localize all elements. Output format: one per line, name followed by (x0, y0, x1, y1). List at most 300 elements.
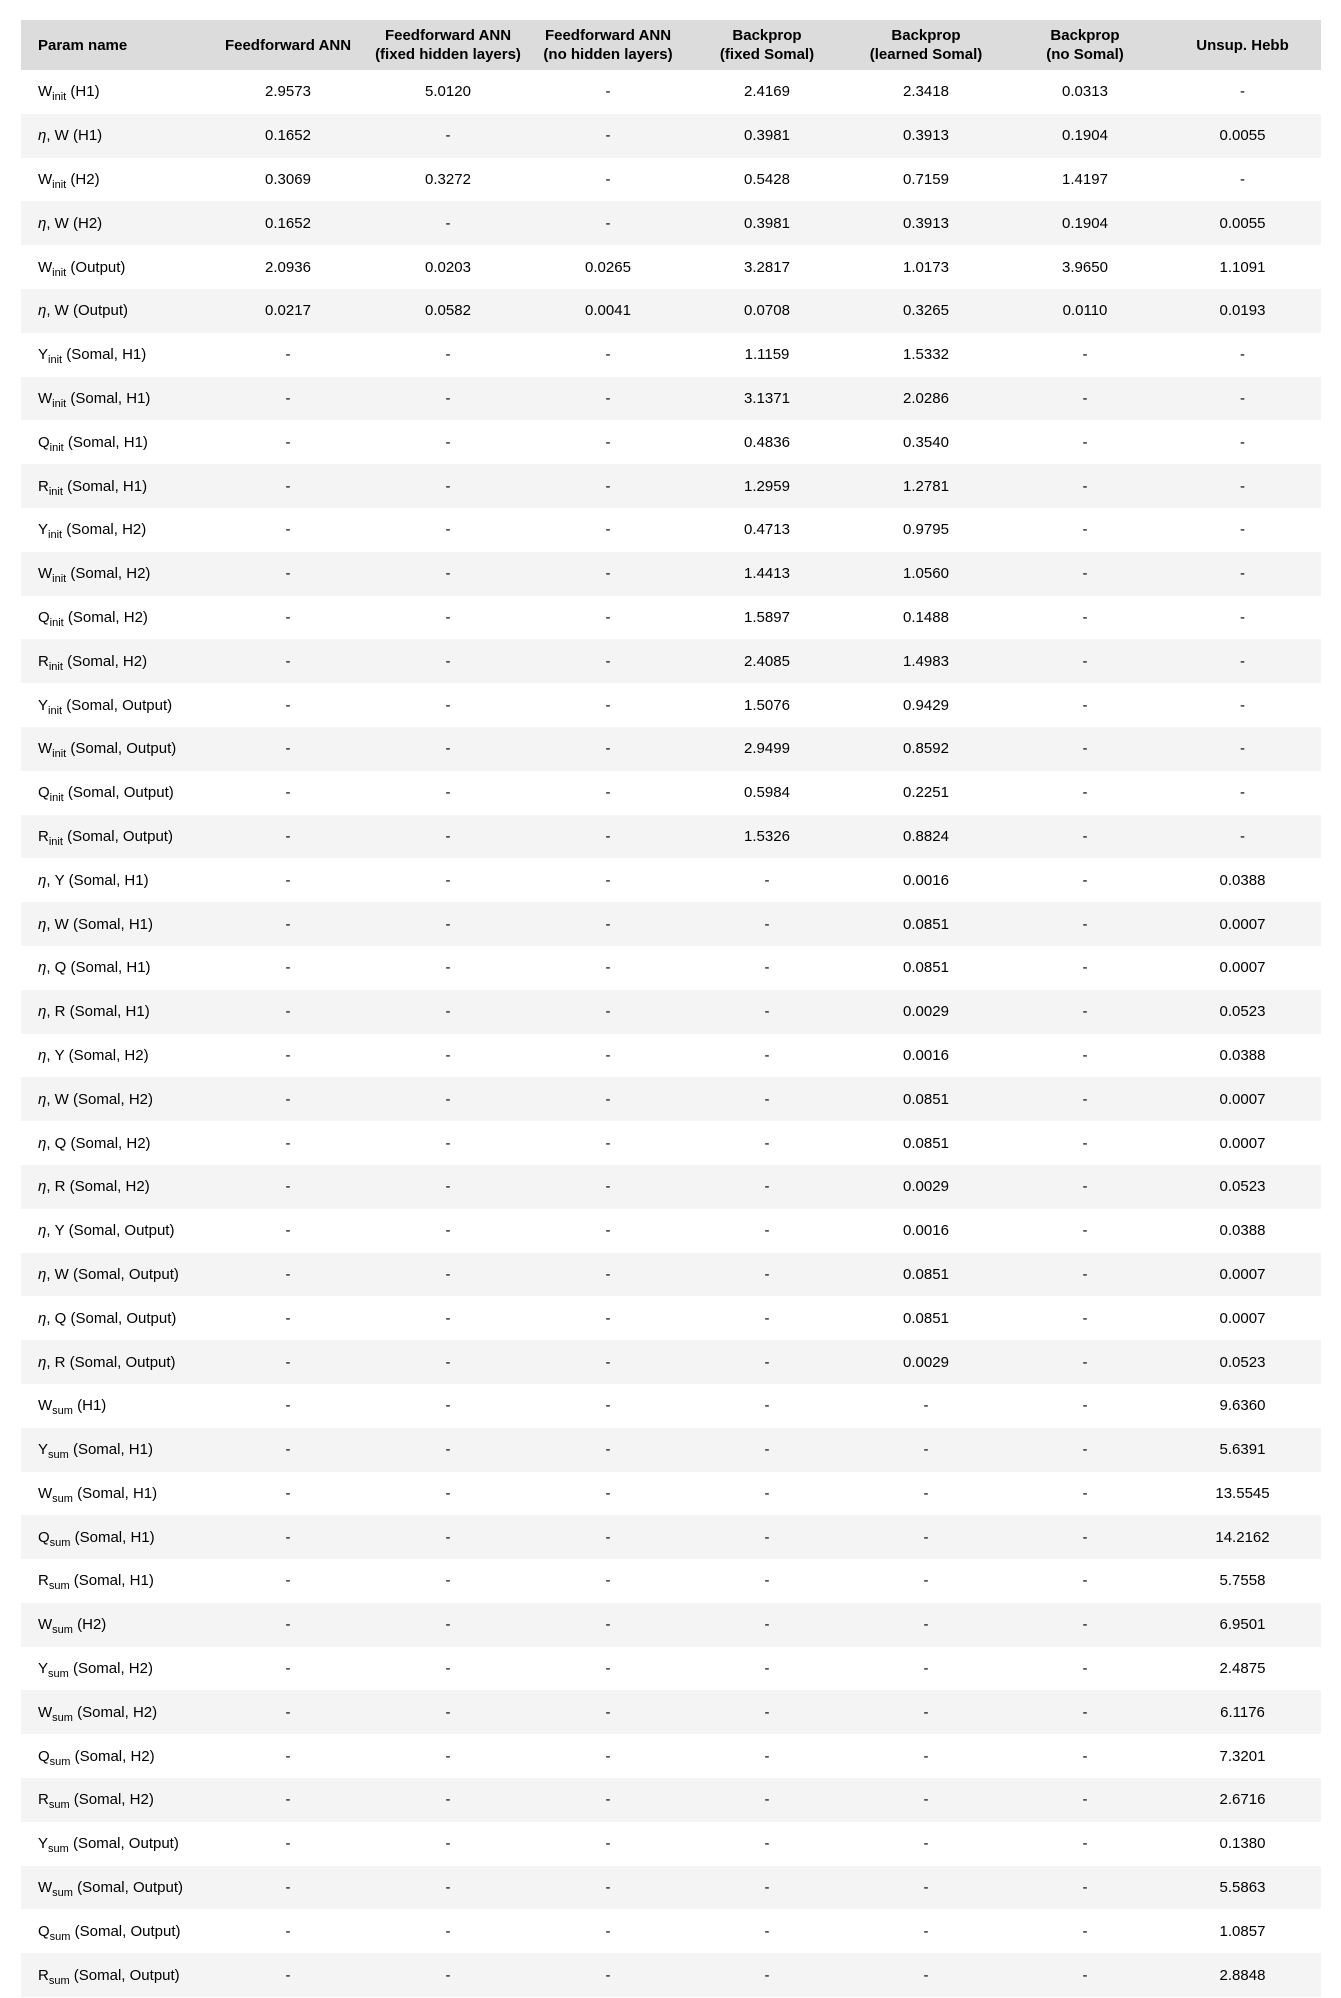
value-cell: - (1082, 1090, 1088, 1108)
eta-symbol: η (38, 302, 47, 320)
param-name-cell: η, Q (Somal, H1) (38, 959, 151, 977)
value-cell: - (605, 1572, 611, 1590)
value-cell: - (764, 1660, 770, 1678)
value-cell: - (605, 346, 611, 364)
value-cell: 0.0388 (1219, 871, 1266, 889)
value-cell: - (605, 1791, 611, 1809)
table-row (21, 114, 1321, 158)
value-cell: - (1082, 565, 1088, 583)
value-cell: - (1082, 346, 1088, 364)
value-cell: - (285, 1660, 291, 1678)
param-name-cell: η, W (Output) (38, 302, 129, 320)
value-cell: - (285, 608, 291, 626)
value-cell: 0.1652 (265, 214, 311, 232)
value-cell: 0.0851 (903, 915, 949, 933)
value-cell: - (1082, 652, 1088, 670)
value-cell: 0.8824 (903, 827, 949, 845)
value-cell: 0.0851 (903, 959, 949, 977)
value-cell: - (1082, 1528, 1088, 1546)
table-row (21, 1384, 1321, 1428)
param-subscript: sum (48, 1843, 69, 1856)
table-row (21, 639, 1321, 683)
value-cell: 2.0286 (903, 389, 949, 407)
value-cell: - (285, 1747, 291, 1765)
value-cell: - (1240, 389, 1245, 407)
value-cell: - (605, 608, 611, 626)
value-cell: - (1082, 959, 1088, 977)
value-cell: - (285, 1484, 291, 1502)
value-cell: - (1082, 477, 1088, 495)
eta-symbol: η (38, 915, 47, 933)
value-cell: 0.0007 (1219, 1309, 1266, 1327)
hyperparameters-table (21, 20, 1321, 1997)
value-cell: - (1240, 740, 1245, 758)
value-cell: - (1240, 83, 1245, 101)
table-row (21, 552, 1321, 596)
value-cell: - (1240, 433, 1245, 451)
value-cell: 14.2162 (1215, 1528, 1270, 1546)
table-row (21, 1909, 1321, 1953)
value-cell: 3.1371 (744, 389, 790, 407)
value-cell: 0.9429 (903, 696, 949, 714)
value-cell: - (1082, 696, 1088, 714)
value-cell: 0.0055 (1219, 127, 1266, 145)
value-cell: - (285, 346, 291, 364)
value-cell: - (1082, 1747, 1088, 1765)
param-subscript: sum (52, 1624, 73, 1637)
value-cell: - (445, 389, 451, 407)
value-cell: - (1082, 1922, 1088, 1940)
param-name-cell: η, W (Somal, H2) (38, 1090, 154, 1108)
value-cell: - (764, 1003, 770, 1021)
value-cell: - (1082, 1178, 1088, 1196)
param-subscript: sum (52, 1711, 73, 1724)
value-cell: - (1082, 433, 1088, 451)
column-header: Param name (21, 20, 208, 70)
value-cell: - (605, 170, 611, 188)
value-cell: 0.3069 (265, 170, 311, 188)
param-name-cell: η, W (Somal, Output) (38, 1265, 179, 1283)
value-cell: 0.2251 (903, 784, 949, 802)
table-row (21, 902, 1321, 946)
value-cell: - (285, 915, 291, 933)
value-cell: - (605, 1265, 611, 1283)
table-row (21, 289, 1321, 333)
value-cell: 0.0203 (425, 258, 471, 276)
param-name-cell: $W_{sum}$ (Somal, Output) (38, 1879, 183, 1900)
value-cell: - (605, 477, 611, 495)
value-cell: - (445, 915, 451, 933)
value-cell: - (445, 1703, 451, 1721)
value-cell: - (445, 1484, 451, 1502)
value-cell: - (605, 1178, 611, 1196)
value-cell: - (1240, 652, 1245, 670)
value-cell: - (285, 1397, 291, 1415)
value-cell: - (605, 1528, 611, 1546)
column-header: Backprop (fixed Somal) (688, 20, 846, 70)
value-cell: 0.0851 (903, 1309, 949, 1327)
value-cell: 9.6360 (1219, 1397, 1266, 1415)
value-cell: - (1082, 1134, 1088, 1152)
table-row (21, 1690, 1321, 1734)
value-cell: - (923, 1484, 929, 1502)
value-cell: - (445, 433, 451, 451)
param-subscript: sum (49, 1536, 71, 1549)
value-cell: - (1240, 784, 1245, 802)
value-cell: - (285, 740, 291, 758)
value-cell: - (445, 1660, 451, 1678)
value-cell: 0.1904 (1062, 214, 1108, 232)
value-cell: 0.0708 (744, 302, 790, 320)
value-cell: - (605, 1835, 611, 1853)
value-cell: 0.3981 (744, 127, 790, 145)
value-cell: - (605, 1966, 611, 1984)
value-cell: - (1240, 827, 1245, 845)
value-cell: - (923, 1616, 929, 1634)
param-name-cell: $W_{init}$ (Somal, Output) (38, 740, 177, 761)
value-cell: - (1082, 827, 1088, 845)
value-cell: 0.3981 (744, 214, 790, 232)
value-cell: - (605, 784, 611, 802)
value-cell: - (1082, 915, 1088, 933)
value-cell: - (605, 83, 611, 101)
value-cell: - (764, 1090, 770, 1108)
value-cell: - (285, 1879, 291, 1897)
value-cell: 1.4197 (1062, 170, 1108, 188)
eta-symbol: η (38, 1178, 47, 1196)
value-cell: 0.0041 (585, 302, 631, 320)
value-cell: - (605, 871, 611, 889)
value-cell: - (285, 1572, 291, 1590)
value-cell: - (605, 1616, 611, 1634)
value-cell: 0.5984 (744, 784, 790, 802)
table-row (21, 990, 1321, 1034)
value-cell: 5.0120 (425, 83, 471, 101)
value-cell: - (1240, 565, 1245, 583)
param-subscript: init (52, 266, 67, 279)
value-cell: - (605, 1747, 611, 1765)
param-subscript: sum (48, 1449, 69, 1462)
value-cell: - (1082, 1397, 1088, 1415)
value-cell: - (1240, 477, 1245, 495)
value-cell: - (605, 1134, 611, 1152)
value-cell: - (1082, 871, 1088, 889)
value-cell: - (285, 1309, 291, 1327)
value-cell: - (764, 1572, 770, 1590)
param-name-cell: $W_{sum}$ (Somal, H2) (38, 1703, 158, 1724)
value-cell: - (1082, 1616, 1088, 1634)
value-cell: 2.8848 (1219, 1966, 1266, 1984)
param-subscript: sum (52, 1492, 73, 1505)
value-cell: 1.4413 (744, 565, 790, 583)
value-cell: - (285, 827, 291, 845)
param-name-cell: $R_{init}$ (Somal, Output) (38, 827, 173, 848)
param-subscript: init (48, 660, 63, 673)
table-row (21, 245, 1321, 289)
table-row (21, 1515, 1321, 1559)
value-cell: - (1082, 1441, 1088, 1459)
value-cell: - (1082, 1353, 1088, 1371)
value-cell: 1.5326 (744, 827, 790, 845)
value-cell: - (605, 1922, 611, 1940)
value-cell: 0.0851 (903, 1265, 949, 1283)
param-name-cell: η, R (Somal, H2) (38, 1178, 150, 1196)
value-cell: 0.0217 (265, 302, 311, 320)
value-cell: - (1082, 1660, 1088, 1678)
eta-symbol: η (38, 214, 47, 232)
param-subscript: init (49, 792, 64, 805)
value-cell: 0.8592 (903, 740, 949, 758)
value-cell: 6.9501 (1219, 1616, 1266, 1634)
table-row (21, 1559, 1321, 1603)
value-cell: - (445, 608, 451, 626)
value-cell: - (605, 1222, 611, 1240)
value-cell: - (1082, 1791, 1088, 1809)
value-cell: 1.2781 (903, 477, 949, 495)
value-cell: - (285, 871, 291, 889)
value-cell: 0.3265 (903, 302, 949, 320)
value-cell: - (445, 1353, 451, 1371)
table-row (21, 1866, 1321, 1910)
value-cell: - (1082, 740, 1088, 758)
header-row (21, 20, 1321, 70)
value-cell: - (445, 1528, 451, 1546)
param-name-cell: $Y_{sum}$ (Somal, H1) (38, 1441, 153, 1462)
value-cell: - (1082, 608, 1088, 626)
param-name-cell: $W_{init}$ (Output) (38, 258, 126, 279)
value-cell: 0.5428 (744, 170, 790, 188)
value-cell: - (605, 127, 611, 145)
value-cell: - (923, 1441, 929, 1459)
value-cell: - (764, 1397, 770, 1415)
value-cell: - (764, 1265, 770, 1283)
param-subscript: sum (48, 1580, 70, 1593)
value-cell: - (445, 127, 451, 145)
value-cell: 0.3272 (425, 170, 471, 188)
value-cell: - (445, 1134, 451, 1152)
table-row (21, 1734, 1321, 1778)
eta-symbol: η (38, 959, 47, 977)
param-name-cell: $Y_{sum}$ (Somal, Output) (38, 1835, 179, 1856)
value-cell: 0.0582 (425, 302, 471, 320)
param-name-cell: η, W (H1) (38, 127, 103, 145)
value-cell: - (764, 1922, 770, 1940)
value-cell: - (764, 1528, 770, 1546)
param-subscript: init (48, 485, 63, 498)
value-cell: 0.0007 (1219, 1090, 1266, 1108)
param-subscript: sum (48, 1799, 70, 1812)
param-name-cell: $Q_{init}$ (Somal, H1) (38, 433, 148, 454)
value-cell: - (605, 214, 611, 232)
value-cell: - (285, 1441, 291, 1459)
value-cell: - (605, 521, 611, 539)
column-header: Feedforward ANN (fixed hidden layers) (368, 20, 528, 70)
value-cell: - (764, 1222, 770, 1240)
value-cell: 0.7159 (903, 170, 949, 188)
value-cell: 13.5545 (1215, 1484, 1270, 1502)
value-cell: 1.0857 (1219, 1922, 1266, 1940)
table-header (21, 20, 1321, 70)
value-cell: - (445, 696, 451, 714)
table-row (21, 1209, 1321, 1253)
value-cell: - (605, 1353, 611, 1371)
param-name-cell: $W_{init}$ (Somal, H1) (38, 389, 151, 410)
value-cell: 0.0007 (1219, 915, 1266, 933)
value-cell: - (445, 827, 451, 845)
value-cell: 3.9650 (1062, 258, 1108, 276)
param-name-cell: η, Y (Somal, Output) (38, 1222, 175, 1240)
value-cell: 0.0029 (903, 1353, 949, 1371)
value-cell: - (1240, 346, 1245, 364)
value-cell: - (1082, 1046, 1088, 1064)
param-name-cell: $R_{sum}$ (Somal, H1) (38, 1572, 154, 1593)
value-cell: 0.0388 (1219, 1222, 1266, 1240)
eta-symbol: η (38, 1046, 47, 1064)
value-cell: - (923, 1966, 929, 1984)
value-cell: 0.0523 (1219, 1178, 1266, 1196)
eta-symbol: η (38, 1353, 47, 1371)
value-cell: - (1082, 521, 1088, 539)
eta-symbol: η (38, 1003, 47, 1021)
value-cell: - (285, 1090, 291, 1108)
table-row (21, 1077, 1321, 1121)
value-cell: - (605, 696, 611, 714)
value-cell: 2.4085 (744, 652, 790, 670)
value-cell: - (605, 565, 611, 583)
value-cell: 0.0851 (903, 1134, 949, 1152)
eta-symbol: η (38, 871, 47, 889)
value-cell: - (445, 740, 451, 758)
value-cell: - (605, 1090, 611, 1108)
value-cell: - (605, 1046, 611, 1064)
value-cell: - (285, 1222, 291, 1240)
param-subscript: init (48, 529, 63, 542)
value-cell: - (285, 652, 291, 670)
param-subscript: init (48, 704, 63, 717)
column-header: Feedforward ANN (208, 20, 368, 70)
param-subscript: init (48, 835, 63, 848)
value-cell: - (764, 1747, 770, 1765)
value-cell: - (445, 1309, 451, 1327)
param-subscript: sum (48, 1668, 69, 1681)
value-cell: 2.3418 (903, 83, 949, 101)
value-cell: - (764, 1966, 770, 1984)
value-cell: - (605, 1309, 611, 1327)
value-cell: - (764, 915, 770, 933)
value-cell: - (605, 1879, 611, 1897)
param-subscript: sum (49, 1930, 71, 1943)
value-cell: - (445, 1747, 451, 1765)
table-row (21, 1340, 1321, 1384)
table-row (21, 158, 1321, 202)
value-cell: 0.9795 (903, 521, 949, 539)
eta-symbol: η (38, 1265, 47, 1283)
table-row (21, 1822, 1321, 1866)
value-cell: - (285, 1835, 291, 1853)
value-cell: - (285, 521, 291, 539)
value-cell: 5.7558 (1219, 1572, 1266, 1590)
param-subscript: init (48, 354, 63, 367)
value-cell: - (285, 477, 291, 495)
value-cell: 0.0110 (1062, 302, 1108, 320)
table-row (21, 1603, 1321, 1647)
value-cell: - (764, 1835, 770, 1853)
param-subscript: sum (48, 1974, 70, 1987)
value-cell: - (445, 1441, 451, 1459)
value-cell: - (764, 1616, 770, 1634)
value-cell: - (605, 433, 611, 451)
param-name-cell: $Y_{init}$ (Somal, H1) (38, 346, 147, 367)
value-cell: 1.5076 (744, 696, 790, 714)
value-cell: - (285, 1178, 291, 1196)
value-cell: 0.1380 (1219, 1835, 1266, 1853)
value-cell: - (445, 565, 451, 583)
value-cell: - (445, 1090, 451, 1108)
param-subscript: sum (49, 1755, 71, 1768)
param-name-cell: $R_{sum}$ (Somal, Output) (38, 1966, 180, 1987)
value-cell: - (285, 1003, 291, 1021)
value-cell: - (445, 652, 451, 670)
value-cell: - (764, 1353, 770, 1371)
value-cell: - (1082, 1703, 1088, 1721)
value-cell: - (1082, 1222, 1088, 1240)
value-cell: 0.0523 (1219, 1003, 1266, 1021)
table-row (21, 1296, 1321, 1340)
value-cell: - (285, 433, 291, 451)
table-row (21, 946, 1321, 990)
value-cell: - (923, 1528, 929, 1546)
param-name-cell: η, Y (Somal, H2) (38, 1046, 149, 1064)
value-cell: - (1240, 696, 1245, 714)
value-cell: 0.0016 (903, 1046, 949, 1064)
param-name-cell: $W_{sum}$ (Somal, H1) (38, 1484, 158, 1505)
value-cell: - (605, 827, 611, 845)
param-name-cell: $W_{init}$ (H2) (38, 170, 100, 191)
value-cell: - (445, 871, 451, 889)
value-cell: 1.1159 (744, 346, 790, 364)
value-cell: - (445, 214, 451, 232)
value-cell: 1.0173 (903, 258, 949, 276)
value-cell: 0.0265 (585, 258, 631, 276)
value-cell: - (605, 1397, 611, 1415)
value-cell: - (605, 1660, 611, 1678)
value-cell: - (605, 915, 611, 933)
value-cell: 2.9499 (744, 740, 790, 758)
param-name-cell: $R_{init}$ (Somal, H1) (38, 477, 148, 498)
value-cell: - (445, 1265, 451, 1283)
value-cell: - (445, 1835, 451, 1853)
value-cell: - (605, 1703, 611, 1721)
value-cell: - (445, 1397, 451, 1415)
param-name-cell: $Q_{init}$ (Somal, H2) (38, 608, 148, 629)
column-header: Backprop (learned Somal) (846, 20, 1006, 70)
value-cell: - (285, 959, 291, 977)
param-name-cell: $Q_{sum}$ (Somal, H2) (38, 1747, 155, 1768)
param-subscript: init (52, 573, 67, 586)
value-cell: 1.1091 (1219, 258, 1266, 276)
value-cell: - (1240, 170, 1245, 188)
value-cell: 0.0029 (903, 1178, 949, 1196)
value-cell: - (605, 740, 611, 758)
value-cell: - (285, 1353, 291, 1371)
value-cell: 5.5863 (1219, 1879, 1266, 1897)
eta-symbol: η (38, 127, 47, 145)
value-cell: - (1082, 389, 1088, 407)
value-cell: - (1082, 1484, 1088, 1502)
value-cell: - (445, 1879, 451, 1897)
value-cell: 0.0029 (903, 1003, 949, 1021)
eta-symbol: η (38, 1222, 47, 1240)
